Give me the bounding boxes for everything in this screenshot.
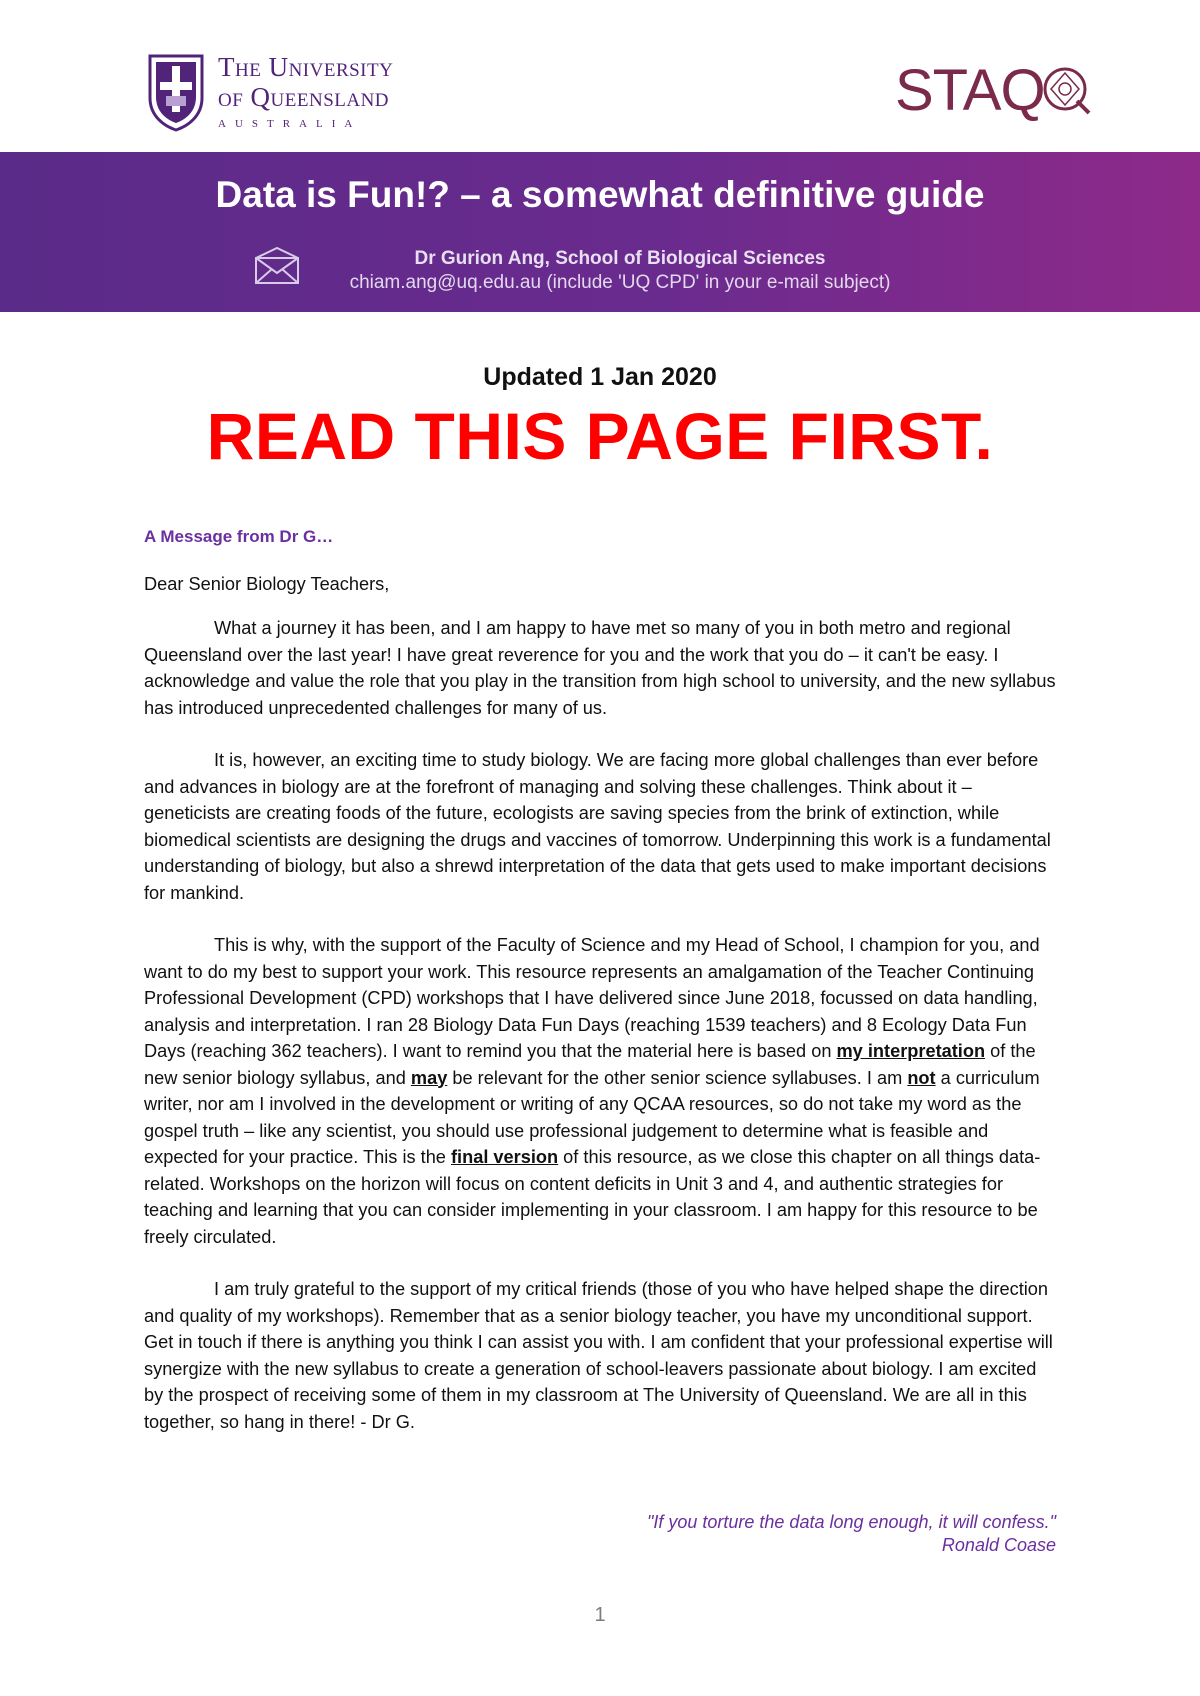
paragraph-3-text-i: of this resource, as we close this chapter on all things data-related. Workshops on the horizon will focus on content deficits in Unit 3 and 4, and authentic strategies for teaching and learning that you can consider implementing in your classroom. I am happy for this resource to be freely circulated. <box>144 1147 1041 1247</box>
quote-text: "If you torture the data long enough, it will confess." <box>646 1512 1056 1532</box>
document-title: Data is Fun!? – a somewhat definitive guide <box>215 174 985 215</box>
emphasis-not: not <box>907 1067 936 1088</box>
emphasis-my-interpretation: my interpretation <box>836 1041 986 1061</box>
uq-logo-line3: AUSTRALIA <box>218 118 362 130</box>
paragraph-4: I am truly grateful to the support of my critical friends (those of you who have helped shape the direction and quality of my workshops). Remember that as a senior biology teacher, you have my unconditional support. Get in touch if there is anything you think I can assist you with. I am confident that your professional expertise will synergize with the new syllabus to create a generation of school-leavers passionate about biology. I am excited by the prospect of receiving some of them in my classroom at The University of Queensland. We are all in this together, so hang in there! - Dr G. <box>144 1279 1053 1432</box>
staq-logo-text: STAQ <box>895 58 1045 123</box>
page-number: 1 <box>594 1604 606 1626</box>
paragraph-1: What a journey it has been, and I am happy to have met so many of you in both metro and regional Queensland over the last year! I have great reverence for you and the work that you do – it can't be easy. I acknowledge and value the role that you play in the transition from high school to university, and the new syllabus has introduced unprecedented challenges for many of us. <box>144 618 1056 718</box>
closing-quote <box>647 1511 1056 1557</box>
contact-email[interactable]: chiam.ang@uq.edu.au (include 'UQ CPD' in your e-mail subject) <box>349 272 891 293</box>
title-banner <box>0 152 1200 312</box>
read-first-notice: READ THIS PAGE FIRST. <box>206 399 994 473</box>
paragraph-3-text-e: be relevant for the other senior science syllabuses. I am <box>447 1067 908 1088</box>
message-heading: A Message from Dr G… <box>144 527 334 546</box>
message-body <box>144 524 1056 1461</box>
salutation: Dear Senior Biology Teachers, <box>144 573 390 594</box>
uq-logo-line2: of Queensland <box>218 82 390 112</box>
paragraph-2: It is, however, an exciting time to study biology. We are facing more global challenges than ever before and advances in biology are at the forefront of managing and solving these challenges. Think about it – geneticists are creating foods of the future, ecologists are saving species from the brink of extinction, while biomedical scientists are designing the drugs and vaccines of tomorrow. Underpinning this work is a fundamental understanding of biology, but also a shrewd interpretation of the data that gets used to make important decisions for mankind. <box>144 750 1051 903</box>
emphasis-may: may <box>410 1067 448 1088</box>
staq-logo <box>895 58 1091 123</box>
paragraph-3-text-a: This is why, with the support of the Faculty of Science and my Head of School, I champion for you, and want to do my best to support your work. This resource represents an amalgamation of the Teacher Continuing Professional Development (CPD) workshops that I have delivered since June 2018, focussed on data handling, analysis and interpretation. I ran 28 Biology Data Fun Days (reaching 1539 teachers) and 8 Ecology Data Fun Days (reaching 362 teachers). I want to remind you that the material here is based on <box>144 935 1040 1061</box>
updated-date: Updated 1 Jan 2020 <box>483 363 717 391</box>
uq-logo-line1: The University <box>218 52 394 82</box>
uq-logo <box>146 52 393 132</box>
uq-crest-icon <box>146 52 206 132</box>
author-line: Dr Gurion Ang, School of Biological Sciences <box>414 248 826 269</box>
staq-emblem-icon <box>1043 65 1091 117</box>
emphasis-final-version: final version <box>450 1147 559 1167</box>
quote-author: Ronald Coase <box>941 1535 1056 1555</box>
paragraph-3 <box>144 932 1056 1250</box>
paragraph-3-text-c: of the new senior biology syllabus, and <box>144 1041 1036 1088</box>
paragraph-3-text-g: a curriculum writer, nor am I involved in the development or writing of any QCAA resources, so do not take my word as the gospel truth – like any scientist, you should use professional judgement to determine what is feasible and expected for your practice. This is the <box>144 1067 1040 1167</box>
